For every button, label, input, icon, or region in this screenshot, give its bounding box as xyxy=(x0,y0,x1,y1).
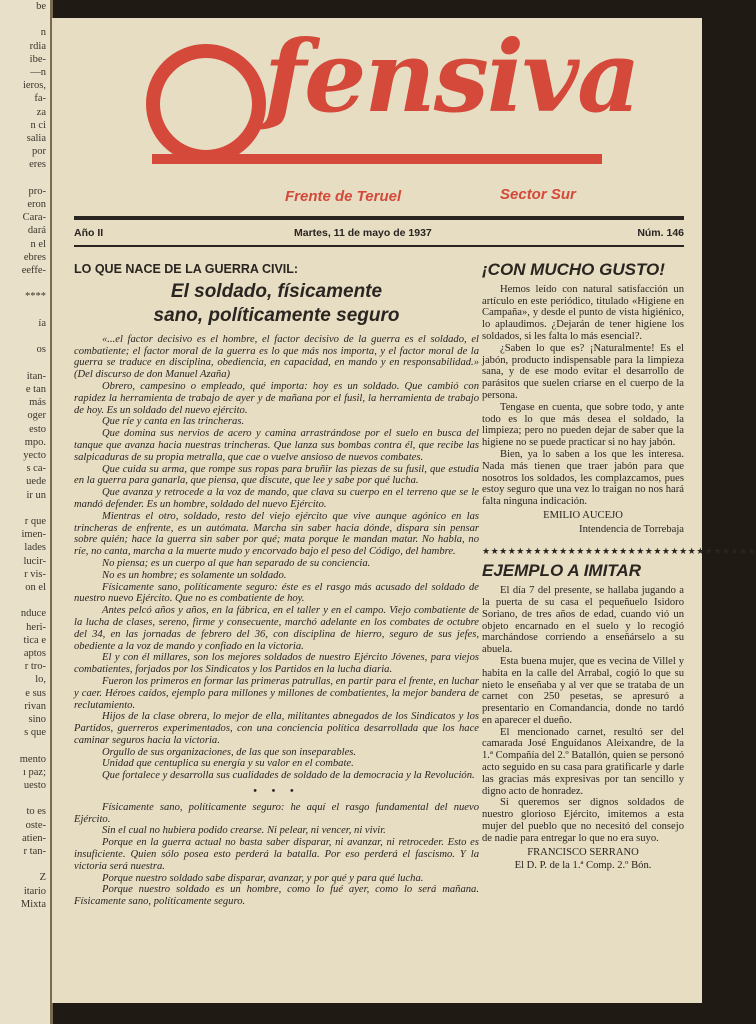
paragraph: Tengase en cuenta, que sobre todo, y ante todo es lo que más desea el soldado, la limpieza; pero no pueden dejar de saber que la higiene no se puede practicar si no hay jabón. xyxy=(482,401,684,449)
paragraph: Mientras el otro, soldado, resto del viejo ejército que vive aunque agónico en las trincheras de enfrente, es un autómata. Marcha sin saber hacia dónde, dispara sin pensar sobre quién; hace la guerra sin saber por qué; mata porque le mandan matar. No habla, no ríe, no canta, marcha a la muerte mudo y encorvado bajo el peso del Código, del hambre. xyxy=(74,510,479,558)
paragraph: Porque nuestro soldado es un hombre, como lo fué ayer, como lo será mañana. Físicamente sano, políticamente seguro. xyxy=(74,884,479,908)
right-article-1-signature: EMILIO AUCEJO xyxy=(543,509,623,521)
paragraph: Físicamente sano, políticamente seguro: éste es el rasgo más acusado del soldado de nuestro nuevo Ejército. Que no es combatiente de hoy. xyxy=(74,581,479,605)
paragraph: Físicamente sano, políticamente seguro: he aquí el rasgo fundamental del nuevo Ejército. xyxy=(74,801,479,825)
paragraph: Que domina sus nervios de acero y camina arrastrándose por el suelo en busca del tanque que avanza hacia nuestras trincheras. Que lanza sus bombas contra él, que recibe las salpicaduras de su propia metralla, que cae o vuelve ansioso de nuevos combates. xyxy=(74,428,479,463)
masthead-underline xyxy=(152,154,602,164)
paragraph: El y con él millares, son los mejores soldados de nuestro Ejército Jóvenes, para viejos combatientes, forjados por los Sindicatos y los Partidos en la lucha diaria. xyxy=(74,652,479,676)
paragraph: Hemos leído con natural satisfacción un artículo en este periódico, titulado «Higiene en Campaña», y desde el punto de vista higiénico, lo aplaudimos. ¿Dejarán de tener higiene los soldados, si les falta lo más esencial?. xyxy=(482,283,684,342)
right-article-2-headline: EJEMPLO A IMITAR xyxy=(482,561,641,581)
paragraph: El día 7 del presente, se hallaba jugando a la puerta de su casa el pequeñuelo Isidoro Soriano, de tres años de edad, cuando vió un objeto encarnado en el suelo y lo recogió marchándose corriendo a enseñárselo a su abuela. xyxy=(482,585,684,656)
paragraph: Porque en la guerra actual no basta saber disparar, ni avanzar, ni retroceder. Esto es insuficiente. Quien sólo posea esto perderá la batalla. Por eso perderá el fascismo. Y la victoria será nuestra. xyxy=(74,837,479,872)
right-column xyxy=(482,260,756,872)
paragraph: Que ríe y canta en las trincheras. xyxy=(102,416,245,428)
right-article-1-body xyxy=(482,284,684,508)
paragraph: No piensa; es un cuerpo al que han separado de su conciencia. xyxy=(102,557,371,569)
top-rule xyxy=(74,216,684,220)
masthead-title: fensiva xyxy=(264,20,639,135)
right-article-1-headline: ¡CON MUCHO GUSTO! xyxy=(482,260,665,279)
main-article-body xyxy=(74,334,479,782)
issue-year: Año II xyxy=(74,227,104,239)
paragraph: Obrero, campesino o empleado, qué importa: hoy es un soldado. Que cambió con rapidez la herramienta de trabajo de ayer y de mañana por el fusil, la herramienta de trabajo de hoy. Es un soldado del nuevo ejército. xyxy=(74,380,479,416)
paragraph: El mencionado carnet, resultó ser del camarada José Enguídanos Aleixandre, de la 1.ª Compañía del 2.º Batallón, quien se personó acto seguido en su casa para gratificarle y darle las gracias más expresivas por tan sencillo y digno acto de honradez. xyxy=(482,726,684,797)
previous-page-text: be n rdia ibe- —n ieros, fa- za n ci salia por eres pro- eron Cara- dará n el ebres eeffe- **** ía os itan- e tan más oger esto mpo. yecto s ca- uede ir un r que imen- lades lucir- r vis- on el nduce heri- tica e aptos r tro- lo, e sus rivan sino s que mento ı paz; uesto to es oste- atien- r tan- Z itario Mixta xyxy=(19,1,46,910)
paragraph: Hijos de la clase obrera, lo mejor de ella, militantes abnegados de los Sindicatos y los Partidos, guerreros experimentados, con una conciencia política desarrollada que los hace caminar seguros hacia la victoria. xyxy=(74,711,479,746)
issue-number: Núm. 146 xyxy=(637,227,684,239)
paragraph: No es un hombre; es solamente un soldado. xyxy=(102,569,287,581)
masthead-subtitle-left: Frente de Teruel xyxy=(285,188,402,205)
paragraph: «...el factor decisivo es el hombre, el factor decisivo de la guerra es el soldado, el combatiente; el factor moral de la guerra es lo que más nos importa, y el factor moral de la guerra se traduce en disciplina, obediencia, en capacidad, en mando y en responsabilidad.» (Del discurso de don Manuel Azaña) xyxy=(74,333,479,381)
bottom-rule xyxy=(74,245,684,247)
dateline xyxy=(74,223,684,245)
headline-line-1: El soldado, físicamente xyxy=(170,280,383,302)
article-kicker: LO QUE NACE DE LA GUERRA CIVIL: xyxy=(74,262,299,276)
paragraph: Sin el cual no hubiera podido crearse. Ni pelear, ni vencer, ni vivir. xyxy=(102,825,386,837)
right-article-2-role: El D. P. de la 1.ª Comp. 2.º Bón. xyxy=(514,860,652,872)
masthead-logo-ring xyxy=(146,44,266,164)
headline-line-2: sano, políticamente seguro xyxy=(153,304,400,326)
paragraph: Que fortalece y desarrolla sus cualidades de soldado de la democracia y la Revolución. xyxy=(102,770,475,782)
main-article-body-2 xyxy=(74,802,479,908)
issue-date: Martes, 11 de mayo de 1937 xyxy=(294,227,432,239)
newspaper-page xyxy=(52,18,756,1003)
paragraph: Si queremos ser dignos soldados de nuestro glorioso Ejército, imitemos a esta mujer del pueblo que no necesitó del consejo de nadie para entregar lo que no era suyo. xyxy=(482,797,684,844)
main-article xyxy=(74,264,479,908)
paragraph: Esta buena mujer, que es vecina de Villel y habita en la calle del Arrabal, cogió lo que su nieto le enseñaba y al ver que se trataba de un carnet con 250 pesetas, se apresuró a presentario en Comandancia, donde no tardó en aparecer el dueño. xyxy=(482,655,684,726)
right-article-2-signature: FRANCISCO SERRANO xyxy=(527,846,639,858)
right-article-1-role: Intendencia de Torrebaja xyxy=(579,523,684,535)
paragraph: Unidad que centuplica su energía y su valor en el combate. xyxy=(102,758,354,770)
article-headline xyxy=(74,280,479,328)
right-article-2-body xyxy=(482,585,684,845)
paragraph: Que avanza y retrocede a la voz de mando, que clava su cuerpo en el terreno que se le mandó defender. Es un hombre, soldado del nuevo Ejército. xyxy=(74,487,479,510)
star-divider: ★★★★★★★★★★★★★★★★★★★★★★★★★★★★★★★★ xyxy=(482,545,756,556)
masthead-subtitle-right: Sector Sur xyxy=(500,186,576,203)
paragraph: ¿Saben lo que es? ¡Naturalmente! Es el jabón, producto indispensable para la limpieza sana, y de ese modo evitar el desarrollo de parásitos que suelen criarse en el cuerpo de la persona. xyxy=(482,342,684,401)
paragraph: Bien, ya lo saben a los que les interesa. Nada más tienen que traer jabón para que nosotros los soldados, les complazcamos, pues estoy seguro que una vez lo traigan no nos hará falta ninguna indicación. xyxy=(482,448,684,508)
paragraph: Antes pelcó años y años, en la fábrica, en el taller y en el campo. Viejo combatiente de la lucha de clases, sereno, firme y consecuente, marchó adelante en los combates de octubre del 34, en las jornadas de febrero del 36, con disciplina de hierro, seguro de sus jefes, obediente a la voz de mando y confiado en la victoria. xyxy=(74,605,479,652)
masthead xyxy=(122,20,662,211)
previous-page-edge xyxy=(0,0,53,1024)
section-separator: • • • xyxy=(253,786,300,798)
paragraph: Orgullo de sus organizaciones, de las que son inseparables. xyxy=(102,746,357,758)
paragraph: Fueron los primeros en formar las primeras patrullas, en partir para el frente, en luchar y caer. Héroes caídos, ejemplo para millones y millones de combatientes, la mejor bandera de reclutamiento. xyxy=(74,675,479,711)
paragraph: Que cuida su arma, que rompe sus ropas para bruñir las piezas de su fusil, que estudia en la guerra para ganarla, que piensa, que discute, que lee y sabe por qué lucha. xyxy=(74,463,479,487)
paragraph: Porque nuestro soldado sabe disparar, avanzar, y por qué y para qué lucha. xyxy=(102,872,424,884)
